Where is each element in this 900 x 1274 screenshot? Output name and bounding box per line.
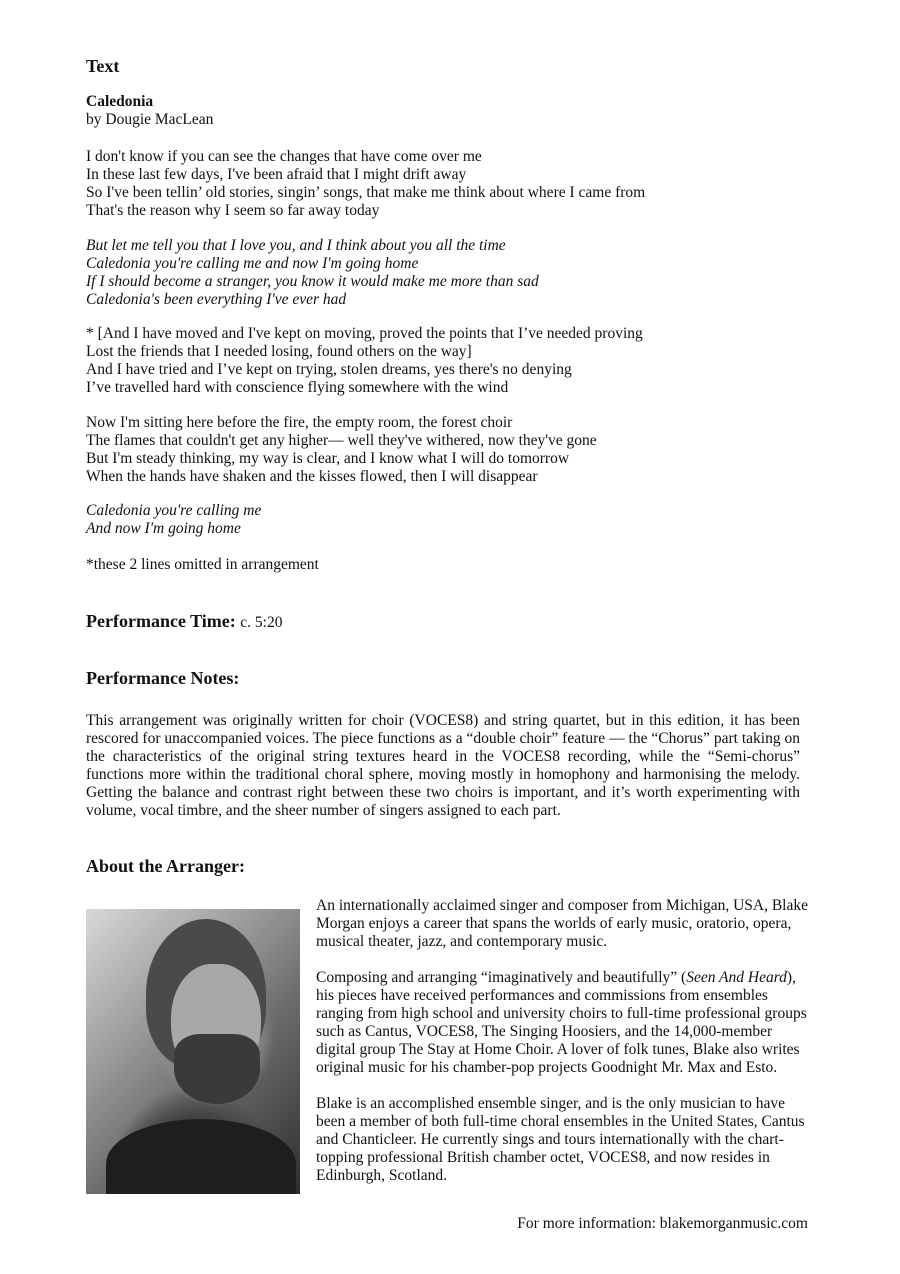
lyric-line: And now I'm going home — [86, 520, 241, 537]
bio-paragraph-3: Blake is an accomplished ensemble singer, and is the only musician to have been a member of both full-time choral ensembles in the United States, Cantus and Chanticleer. He currently sings and tours internationally with the chart-topping professional British chamber octet, VOCES8, and now resides in Edinburgh, Scotland. — [316, 1095, 805, 1184]
lyric-line: If I should become a stranger, you know it would make me more than sad — [86, 273, 539, 290]
song-title: Caledonia — [86, 93, 154, 110]
performance-notes-heading: Performance Notes: — [86, 668, 240, 688]
performance-time-value: c. 5:20 — [240, 614, 283, 631]
verse-1 — [86, 148, 645, 220]
song-title-block — [86, 93, 213, 129]
lyric-line: I don't know if you can see the changes that have come over me — [86, 148, 482, 165]
verse-2 — [86, 325, 643, 397]
lyric-line: Caledonia's been everything I've ever had — [86, 291, 347, 308]
song-byline: by Dougie MacLean — [86, 111, 214, 128]
lyric-line: But I'm steady thinking, my way is clear, and I know what I will do tomorrow — [86, 450, 570, 467]
bio-paragraph-2: Composing and arranging “imaginatively and beautifully” (Seen And Heard), his pieces have received performances and commissions from ensembles ranging from high school and university choirs to full-time professional groups such as Cantus, VOCES8, The Singing Hoosiers, and the 14,000-member digital group The Stay at Home Choir. A lover of folk tunes, Blake also writes original music for his chamber-pop projects Goodnight Mr. Max and Esto. — [316, 969, 807, 1076]
lyric-line: But let me tell you that I love you, and I think about you all the time — [86, 237, 506, 254]
arranger-bio — [316, 897, 810, 1185]
text-heading: Text — [86, 56, 120, 76]
lyric-line: Lost the friends that I needed losing, found others on the way] — [86, 343, 472, 360]
lyric-line: When the hands have shaken and the kisses flowed, then I will disappear — [86, 468, 538, 485]
coda — [86, 502, 261, 538]
bio-paragraph-1: An internationally acclaimed singer and composer from Michigan, USA, Blake Morgan enjoys a career that spans the worlds of early music, oratorio, opera, musical theater, jazz, and contemporary music. — [316, 897, 808, 950]
lyric-line: Caledonia you're calling me and now I'm going home — [86, 255, 419, 272]
arranger-photo — [86, 909, 300, 1194]
performance-time — [86, 610, 282, 634]
lyric-line: Caledonia you're calling me — [86, 502, 262, 519]
lyric-line: That's the reason why I seem so far away today — [86, 202, 380, 219]
chorus — [86, 237, 539, 309]
performance-notes-body: This arrangement was originally written for choir (VOCES8) and string quartet, but in this edition, it has been rescored for unaccompanied voices. The piece functions as a “double choir” feature — the “Chorus” part taking on the characteristics of the original string textures heard in the VOCES8 recording, while the “Semi-chorus” functions more within the traditional choral sphere, moving mostly in homophony and harmonising the melody. Getting the balance and contrast right between these two choirs is important, and it’s worth experimenting with volume, vocal timbre, and the sheer number of singers assigned to each part. — [86, 712, 800, 819]
more-info: For more information: blakemorganmusic.com — [517, 1215, 808, 1232]
footnote — [86, 556, 319, 574]
lyric-line: The flames that couldn't get any higher— well they've withered, now they've gone — [86, 432, 597, 449]
performance-time-label: Performance Time: — [86, 611, 236, 631]
lyric-line: So I've been tellin’ old stories, singin’ songs, that make me think about where I came from — [86, 184, 646, 201]
verse-3 — [86, 414, 597, 486]
lyric-line: And I have tried and I’ve kept on trying, stolen dreams, yes there's no denying — [86, 361, 572, 378]
lyric-line: * [And I have moved and I've kept on moving, proved the points that I’ve needed proving — [86, 325, 643, 342]
footnote-text: *these 2 lines omitted in arrangement — [86, 556, 319, 573]
lyric-line: I’ve travelled hard with conscience flying somewhere with the wind — [86, 379, 509, 396]
arranger-heading: About the Arranger: — [86, 856, 245, 876]
lyric-line: In these last few days, I've been afraid that I might drift away — [86, 166, 467, 183]
lyric-line: Now I'm sitting here before the fire, the empty room, the forest choir — [86, 414, 513, 431]
